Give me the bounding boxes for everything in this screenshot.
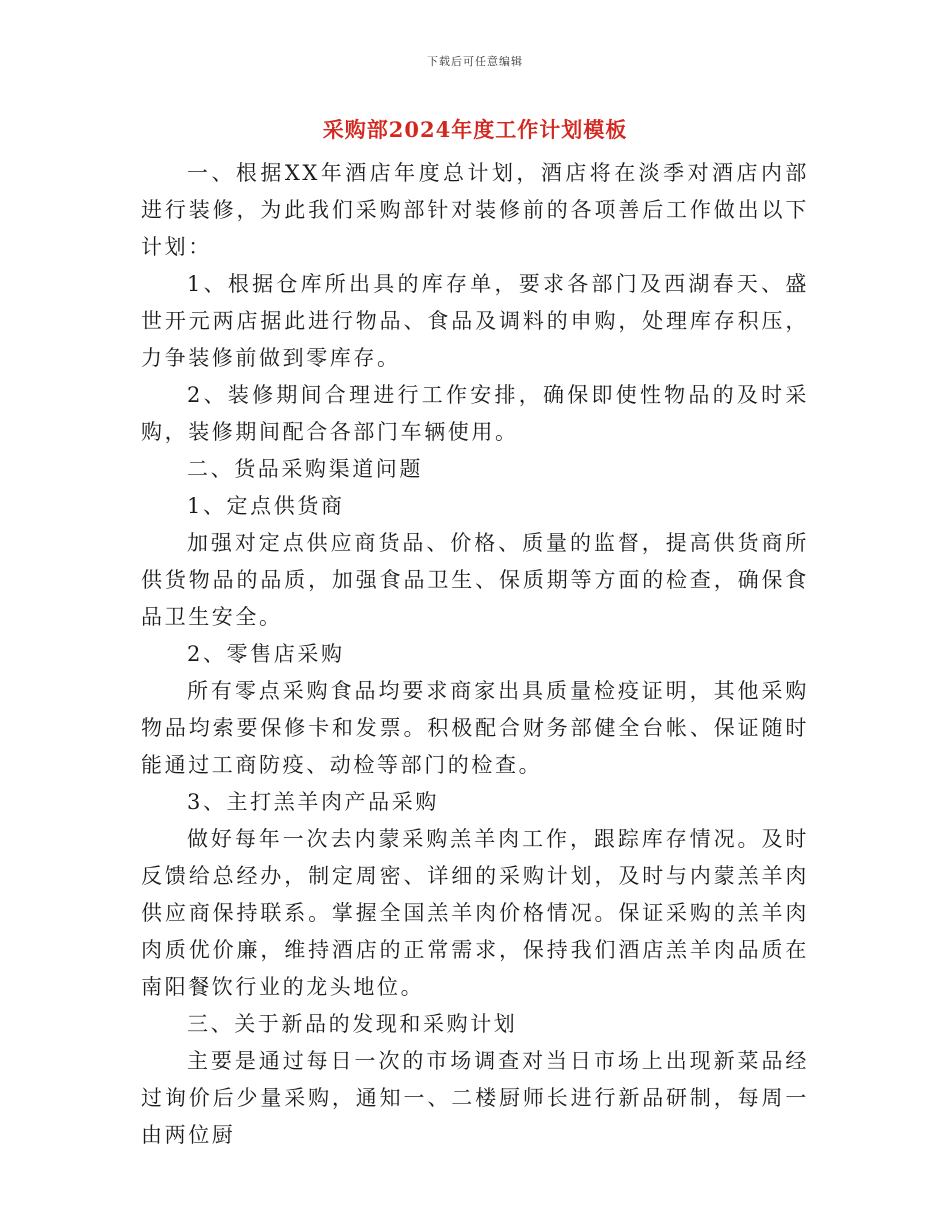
header-note: 下载后可任意编辑: [427, 55, 523, 68]
document-body: [141, 155, 809, 1154]
subheading-retail-purchase: 2、零售店采购: [187, 642, 345, 666]
paragraph-item-2: 2、装修期间合理进行工作安排，确保即使性物品的及时采购，装修期间配合各部门车辆使用。: [141, 383, 809, 444]
document-title: 采购部2024年度工作计划模板: [322, 117, 628, 142]
subheading-lamb-purchase: 3、主打羔羊肉产品采购: [187, 790, 439, 814]
subheading-fixed-supplier: 1、定点供货商: [187, 494, 345, 518]
paragraph-intro: 一、根据XX年酒店年度总计划，酒店将在淡季对酒店内部进行装修，为此我们采购部针对装修前的各项善后工作做出以下计划：: [141, 161, 809, 259]
paragraph-lamb-purchase: 做好每年一次去内蒙采购羔羊肉工作，跟踪库存情况。及时反馈给总经办，制定周密、详细的采购计划，及时与内蒙羔羊肉供应商保持联系。掌握全国羔羊肉价格情况。保证采购的羔羊肉肉质优价廉，维持酒店的正常需求，保持我们酒店羔羊肉品质在南阳餐饮行业的龙头地位。: [141, 827, 809, 999]
paragraph-item-1: 1、根据仓库所出具的库存单，要求各部门及西湖春天、盛世开元两店据此进行物品、食品及调料的申购，处理库存积压，力争装修前做到零库存。: [141, 272, 809, 370]
paragraph-new-products: 主要是通过每日一次的市场调查对当日市场上出现新菜品经过询价后少量采购，通知一、二楼厨师长进行新品研制，每周一由两位厨: [141, 1049, 809, 1147]
section-heading-3: 三、关于新品的发现和采购计划: [187, 1012, 518, 1036]
paragraph-retail-purchase: 所有零点采购食品均要求商家出具质量检疫证明，其他采购物品均索要保修卡和发票。积极配合财务部健全台帐、保证随时能通过工商防疫、动检等部门的检查。: [141, 679, 809, 777]
paragraph-fixed-supplier: 加强对定点供应商货品、价格、质量的监督，提高供货商所供货物品的品质，加强食品卫生、保质期等方面的检查，确保食品卫生安全。: [141, 531, 809, 629]
section-heading-2: 二、货品采购渠道问题: [187, 457, 423, 481]
